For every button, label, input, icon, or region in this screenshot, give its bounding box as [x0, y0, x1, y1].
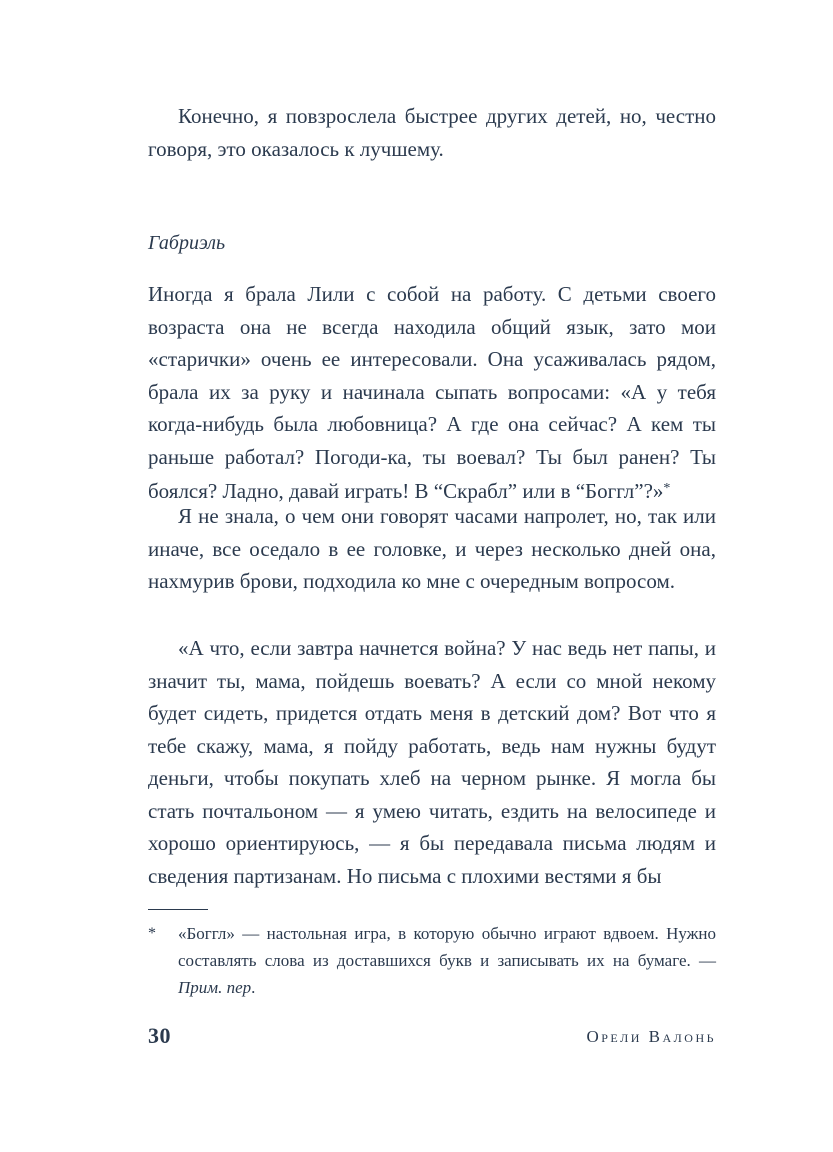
paragraph-3: Я не знала, о чем они говорят часами напролет, но, так или иначе, все оседало в ее головке, и через несколько дней она, нахмурив брови, подходила ко мне с очередным вопросом. [148, 504, 716, 593]
paragraph-4: «А что, если завтра начнется война? У нас ведь нет папы, и значит ты, мама, пойдешь воевать? А если со мной некому будет сидеть, придется отдать меня в детский дом? Вот что я тебе скажу, мама, я пойду работать, ведь нам нужны будут деньги, чтобы покупать хлеб на черном рынке. Я могла бы стать почтальоном — я умею читать, ездить на велосипеде и хорошо ориентируюсь, — я бы передавала письма людям и сведения партизанам. Но письма с плохими вестями я бы [148, 636, 716, 888]
footnote-marker: * [148, 925, 156, 942]
book-page [148, 0, 716, 1152]
page-number: 30 [148, 1023, 171, 1048]
footnote-reference: * [663, 481, 671, 496]
paragraph-2 [148, 278, 716, 508]
footnote [148, 920, 716, 1001]
section-heading: Габриэль [148, 232, 226, 254]
running-footer-author: Орели Валонь [586, 1027, 716, 1046]
paragraph-1: Конечно, я повзрослела быстрее других детей, но, честно говоря, это оказалось к лучшему. [148, 104, 716, 161]
paragraph-2-text: Иногда я брала Лили с собой на работу. С детьми своего возраста она не всегда находила общий язык, зато мои «старички» очень ее интересовали. Она усаживалась рядом, брала их за руку и начинала сыпать вопросами: «А у тебя когда-нибудь была любовница? А где она сейчас? А кем ты раньше работал? Погоди-ка, ты воевал? Ты был ранен? Ты боялся? Ладно, давай играть! В “Скрабл” или в “Боггл”?» [148, 282, 716, 503]
footnote-note-label: Прим. пер [178, 978, 252, 997]
footnote-text [178, 920, 716, 1001]
footnote-body: «Боггл» — настольная игра, в которую обычно играют вдвоем. Нужно составлять слова из доставшихся букв и записывать их на бумаге. — [178, 924, 716, 970]
footnote-end: . [251, 978, 256, 997]
footnote-divider [148, 909, 208, 910]
